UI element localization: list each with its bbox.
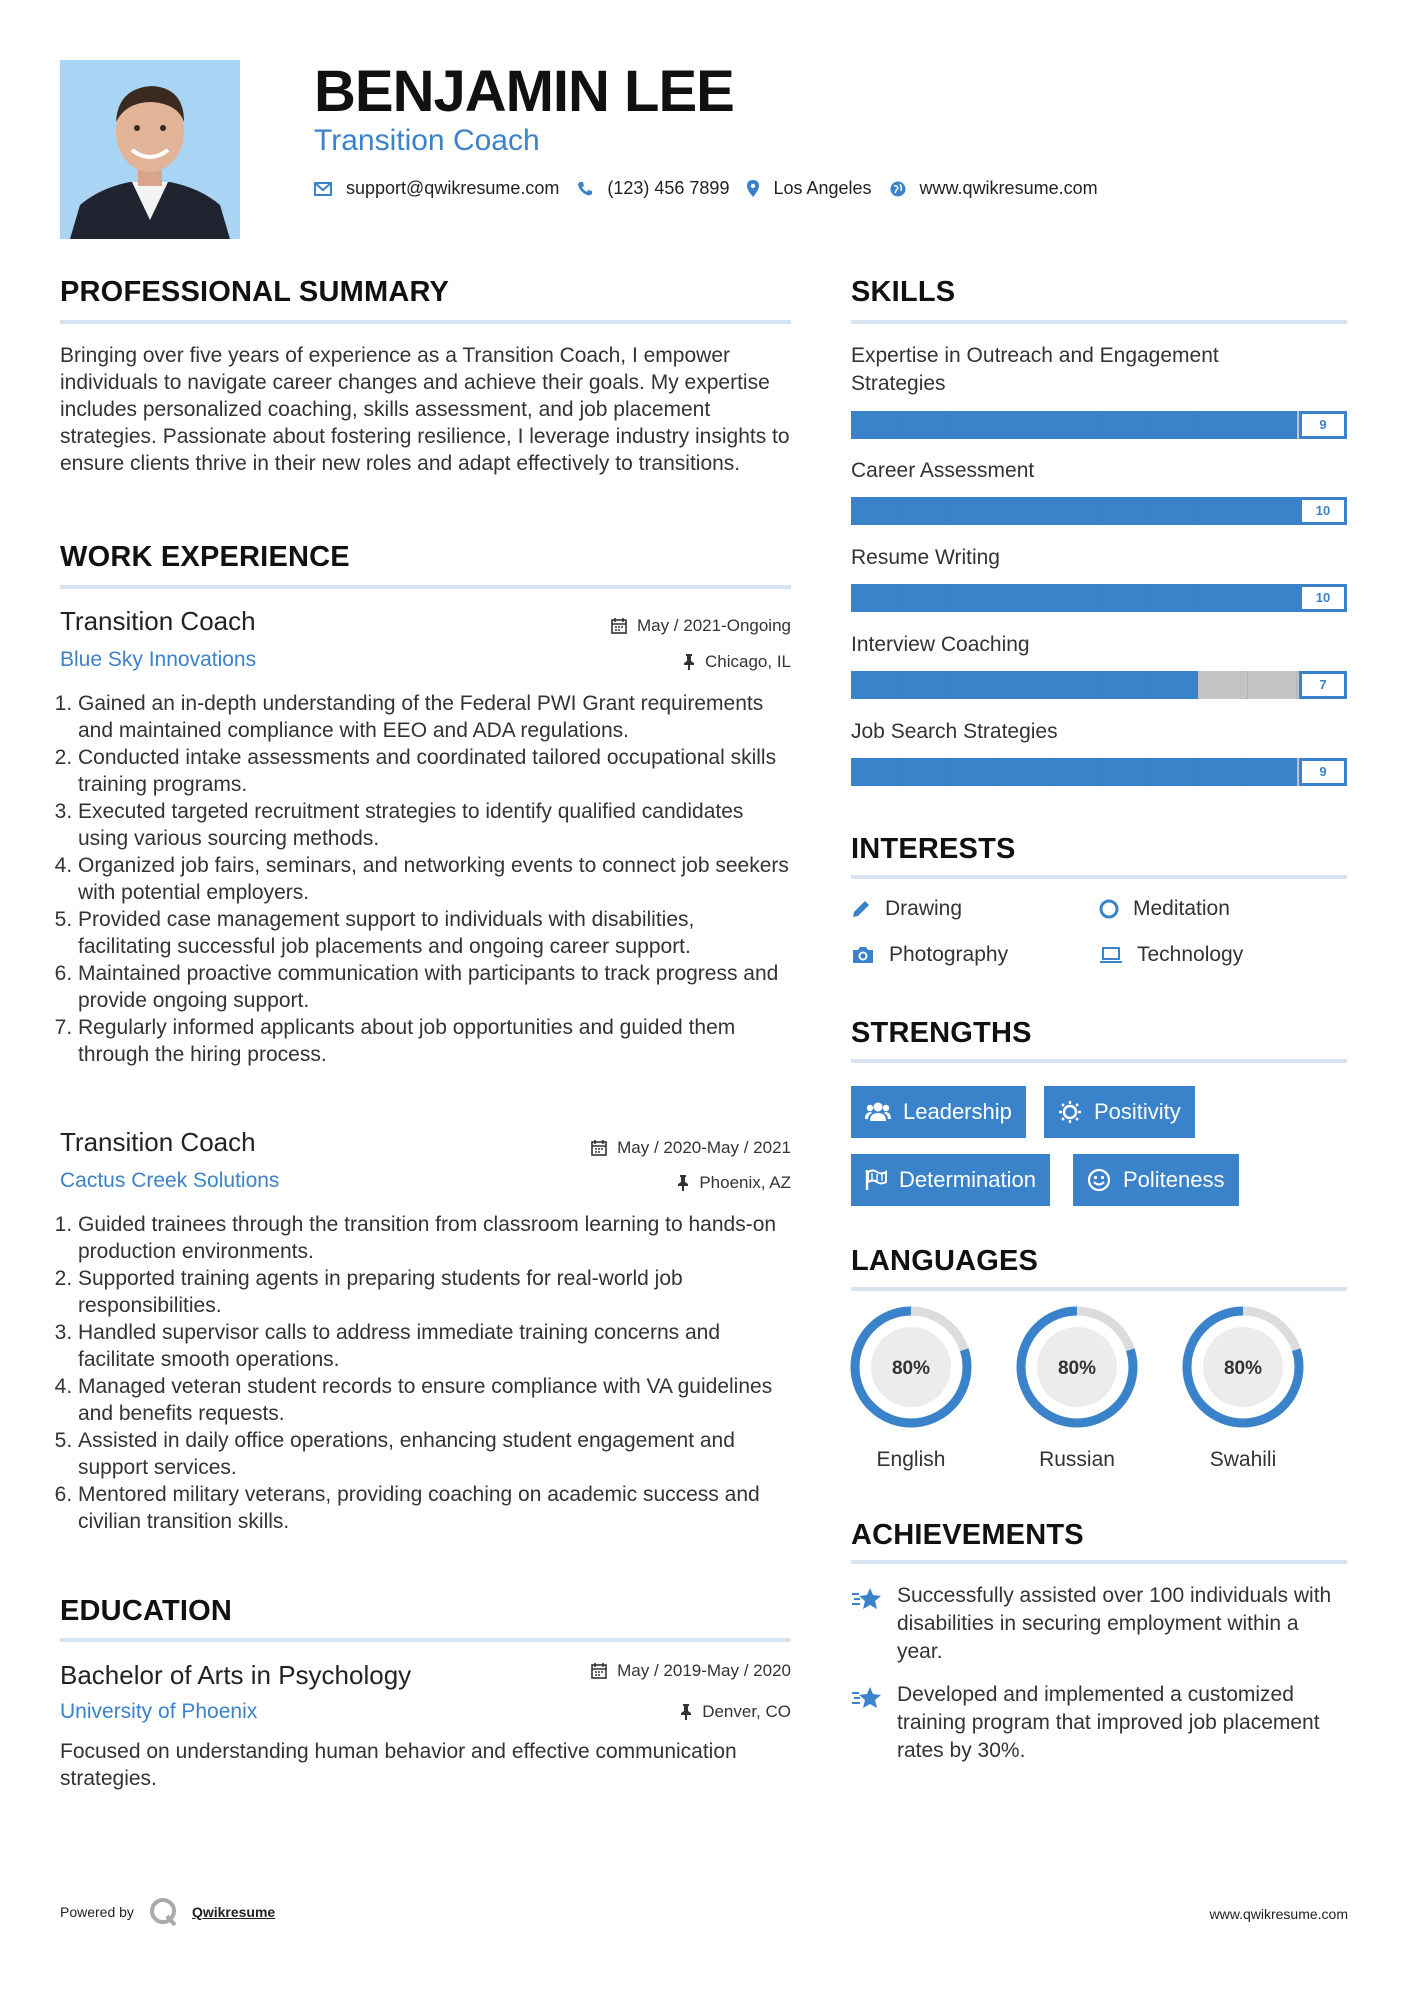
job-company: Blue Sky Innovations	[60, 648, 257, 671]
summary-divider	[60, 320, 791, 324]
skills-divider	[851, 320, 1347, 324]
skill-segment-filled	[851, 497, 901, 525]
skill-level: 10	[1299, 497, 1347, 525]
skill-bar	[851, 671, 1347, 699]
list-item: 3. Executed targeted recruitment strategies to identify qualified candidates using various sourcing methods.	[78, 798, 791, 852]
job-location-text: Chicago, IL	[705, 652, 791, 671]
profile-photo	[60, 60, 240, 239]
summary-heading: PROFESSIONAL SUMMARY	[60, 276, 450, 308]
interest-item	[1099, 943, 1243, 967]
list-item: 1. Gained an in-depth understanding of the Federal PWI Grant requirements and maintained compliance with EEO and ADA regulations.	[78, 690, 791, 744]
skill-segment-filled	[1049, 497, 1099, 525]
skill-segment-filled	[851, 758, 901, 786]
list-item: 2. Conducted intake assessments and coordinated tailored occupational skills training programs.	[78, 744, 791, 798]
skill-segment-filled	[1000, 411, 1050, 439]
skill-bar	[851, 411, 1347, 439]
education-dates	[480, 1661, 791, 1681]
email-text: support@qwikresume.com	[346, 178, 560, 198]
experience-divider	[60, 585, 791, 589]
footer-powered-by	[60, 1896, 275, 1928]
map-pin-icon	[747, 180, 759, 197]
skill-segment-filled	[1198, 411, 1248, 439]
skill-segment-filled	[1000, 497, 1050, 525]
interest-label: Meditation	[1133, 897, 1230, 920]
interest-item	[1099, 897, 1230, 921]
language-percent: 80%	[891, 1358, 931, 1379]
powered-by-label: Powered by	[60, 1904, 134, 1920]
interest-label: Drawing	[885, 897, 963, 920]
education-location-text: Denver, CO	[702, 1702, 791, 1721]
skill-segment-filled	[1099, 411, 1149, 439]
list-item: 6. Mentored military veterans, providing coaching on academic success and civilian transition skills.	[78, 1481, 791, 1535]
language-item	[849, 1305, 973, 1472]
skill-name: Career Assessment	[851, 459, 1035, 482]
skill-segment-filled	[1248, 497, 1298, 525]
pushpin-icon	[683, 654, 695, 670]
footer-url[interactable]: www.qwikresume.com	[1209, 1906, 1348, 1922]
pencil-icon	[851, 899, 871, 919]
candidate-name: BENJAMIN LEE	[314, 59, 734, 124]
skill-segment-filled	[851, 671, 901, 699]
degree-title: Bachelor of Arts in Psychology	[60, 1660, 412, 1690]
brand-link[interactable]: Qwikresume	[191, 1904, 276, 1920]
contact-location	[747, 178, 871, 199]
achievement-item	[851, 1681, 1337, 1765]
strength-badge	[851, 1086, 1026, 1138]
job-dates-text: May / 2020-May / 2021	[617, 1138, 791, 1157]
list-item: 4. Managed veteran student records to ensure compliance with VA guidelines and benefits requests.	[78, 1373, 791, 1427]
skill-bar	[851, 758, 1347, 786]
interest-label: Photography	[889, 943, 1009, 966]
list-item: 7. Regularly informed applicants about job opportunities and guided them through the hiring process.	[78, 1014, 791, 1068]
interest-item	[851, 897, 962, 921]
pushpin-icon	[677, 1175, 689, 1191]
skill-segment-filled	[950, 758, 1000, 786]
pushpin-icon	[680, 1704, 692, 1720]
skill-segment-filled	[950, 497, 1000, 525]
skill-segment-filled	[1099, 497, 1149, 525]
languages-divider	[851, 1287, 1347, 1291]
language-name: Swahili	[1209, 1448, 1277, 1471]
skill-segment-empty	[1248, 671, 1298, 699]
job-title: Transition Coach	[60, 606, 256, 636]
list-item: 6. Maintained proactive communication with participants to track progress and provide ongoing support.	[78, 960, 791, 1014]
calendar-icon	[591, 1663, 607, 1679]
achievements-divider	[851, 1560, 1347, 1564]
calendar-icon	[611, 618, 627, 634]
location-text: Los Angeles	[773, 178, 872, 198]
contact-email[interactable]	[314, 178, 559, 199]
camera-icon	[851, 945, 875, 965]
skill-segment-filled	[1049, 671, 1099, 699]
list-item: 5. Assisted in daily office operations, enhancing student engagement and support services.	[78, 1427, 791, 1481]
job-dates	[480, 1138, 791, 1158]
phone-text: (123) 456 7899	[607, 178, 730, 198]
skill-segment-filled	[950, 584, 1000, 612]
education-dates-text: May / 2019-May / 2020	[617, 1661, 791, 1680]
skill-segment-filled	[901, 584, 951, 612]
achievement-item	[851, 1582, 1337, 1666]
shooting-star-icon	[851, 1685, 883, 1711]
skill-segment-filled	[1149, 671, 1199, 699]
skill-segment-filled	[1099, 758, 1149, 786]
skill-segment-filled	[1198, 584, 1248, 612]
skill-segment-filled	[1149, 497, 1199, 525]
skill-level: 9	[1299, 758, 1347, 786]
smile-icon	[1087, 1168, 1111, 1192]
interests-heading: INTERESTS	[851, 833, 1016, 865]
skill-segment-filled	[1198, 758, 1248, 786]
strength-badge	[1044, 1086, 1195, 1138]
language-percent: 80%	[1057, 1358, 1097, 1379]
language-item	[1015, 1305, 1139, 1472]
shooting-star-icon	[851, 1586, 883, 1612]
interests-divider	[851, 875, 1347, 879]
list-item: 2. Supported training agents in preparing students for real-world job responsibilities.	[78, 1265, 791, 1319]
skill-segment-filled	[901, 671, 951, 699]
education-description: Focused on understanding human behavior and effective communication strategies.	[60, 1740, 737, 1790]
phone-icon	[577, 181, 593, 197]
skill-segment-filled	[1149, 411, 1199, 439]
education-divider	[60, 1638, 791, 1642]
skill-segment-empty	[1198, 671, 1248, 699]
skill-segment-filled	[1000, 671, 1050, 699]
languages-heading: LANGUAGES	[851, 1245, 1039, 1277]
skill-segment-filled	[950, 411, 1000, 439]
skill-bar	[851, 584, 1347, 612]
list-item: 5. Provided case management support to individuals with disabilities, facilitating successful job placements and ongoing career support.	[78, 906, 791, 960]
skill-name: Resume Writing	[851, 546, 1000, 569]
skill-segment-filled	[851, 584, 901, 612]
job-bullets	[60, 1211, 791, 1535]
skill-name: Job Search Strategies	[851, 720, 1058, 743]
contact-website[interactable]	[890, 178, 1098, 199]
language-name: English	[876, 1448, 946, 1471]
job-location	[480, 1173, 791, 1193]
candidate-title: Transition Coach	[314, 124, 540, 157]
skills-heading: SKILLS	[851, 276, 956, 308]
achievement-text: Developed and implemented a customized training program that improved job placement rates by 30%.	[897, 1683, 1320, 1762]
strengths-divider	[851, 1059, 1347, 1063]
list-item: 4. Organized job fairs, seminars, and networking events to connect job seekers with potential employers.	[78, 852, 791, 906]
language-name: Russian	[1039, 1448, 1115, 1471]
job-location	[480, 652, 791, 672]
sun-icon	[1058, 1100, 1082, 1124]
skill-name: Expertise in Outreach and Engagement Strategies	[851, 344, 1219, 395]
strength-label: Determination	[899, 1167, 1036, 1192]
achievement-text: Successfully assisted over 100 individuals with disabilities in securing employment within a year.	[897, 1584, 1332, 1663]
interest-item	[851, 943, 1008, 967]
job-company: Cactus Creek Solutions	[60, 1169, 280, 1192]
job-dates	[480, 616, 791, 636]
experience-heading: WORK EXPERIENCE	[60, 541, 350, 573]
skill-segment-filled	[1149, 758, 1199, 786]
skill-segment-filled	[901, 758, 951, 786]
language-ring	[1181, 1305, 1305, 1429]
language-percent: 80%	[1223, 1358, 1263, 1379]
skill-level: 7	[1299, 671, 1347, 699]
skill-segment-filled	[1248, 584, 1298, 612]
job-dates-text: May / 2021-Ongoing	[636, 616, 791, 635]
flag-icon	[865, 1169, 887, 1191]
language-item	[1181, 1305, 1305, 1472]
skill-segment-filled	[901, 411, 951, 439]
summary-text: Bringing over five years of experience as a Transition Coach, I empower individuals to navigate career changes and achieve their goals. My expertise includes personalized coaching, skills assessment, and job placement strategies. Passionate about fostering resilience, I leverage industry insights to ensure clients thrive in their new roles and adapt effectively to transitions.	[60, 344, 790, 475]
strength-badge	[851, 1154, 1050, 1206]
strength-badge	[1073, 1154, 1239, 1206]
list-item: 3. Handled supervisor calls to address immediate training concerns and facilitate smooth operations.	[78, 1319, 791, 1373]
contact-bar	[314, 178, 1116, 199]
language-ring	[849, 1305, 973, 1429]
list-item: 1. Guided trainees through the transition from classroom learning to hands-on production environments.	[78, 1211, 791, 1265]
website-text: www.qwikresume.com	[919, 178, 1098, 198]
qwikresume-logo-icon	[148, 1896, 180, 1928]
laptop-icon	[1099, 945, 1123, 965]
skill-segment-filled	[1049, 758, 1099, 786]
skill-segment-filled	[1049, 411, 1099, 439]
strength-label: Politeness	[1123, 1167, 1225, 1192]
skill-level: 10	[1299, 584, 1347, 612]
strengths-heading: STRENGTHS	[851, 1017, 1032, 1049]
skill-segment-filled	[1000, 758, 1050, 786]
skill-segment-filled	[1248, 411, 1298, 439]
school-name: University of Phoenix	[60, 1700, 258, 1723]
job-location-text: Phoenix, AZ	[699, 1173, 791, 1192]
skill-segment-filled	[1099, 584, 1149, 612]
skill-segment-filled	[1099, 671, 1149, 699]
contact-phone[interactable]	[577, 178, 729, 199]
globe-icon	[890, 181, 906, 197]
skill-segment-filled	[1149, 584, 1199, 612]
circle-icon	[1099, 899, 1119, 919]
interest-label: Technology	[1137, 943, 1244, 966]
skill-segment-filled	[950, 671, 1000, 699]
skill-segment-filled	[901, 497, 951, 525]
skill-segment-filled	[1248, 758, 1298, 786]
strength-label: Positivity	[1094, 1099, 1181, 1124]
envelope-icon	[314, 182, 332, 196]
education-heading: EDUCATION	[60, 1595, 233, 1627]
calendar-icon	[591, 1140, 607, 1156]
job-title: Transition Coach	[60, 1127, 256, 1157]
skill-bar	[851, 497, 1347, 525]
users-icon	[865, 1101, 891, 1123]
achievements-heading: ACHIEVEMENTS	[851, 1519, 1084, 1551]
language-ring	[1015, 1305, 1139, 1429]
skill-name: Interview Coaching	[851, 633, 1030, 656]
skill-segment-filled	[1049, 584, 1099, 612]
skill-segment-filled	[851, 411, 901, 439]
skill-level: 9	[1299, 411, 1347, 439]
skill-segment-filled	[1198, 497, 1248, 525]
job-bullets	[60, 690, 791, 1068]
skill-segment-filled	[1000, 584, 1050, 612]
strength-label: Leadership	[903, 1099, 1012, 1124]
education-location	[480, 1702, 791, 1722]
